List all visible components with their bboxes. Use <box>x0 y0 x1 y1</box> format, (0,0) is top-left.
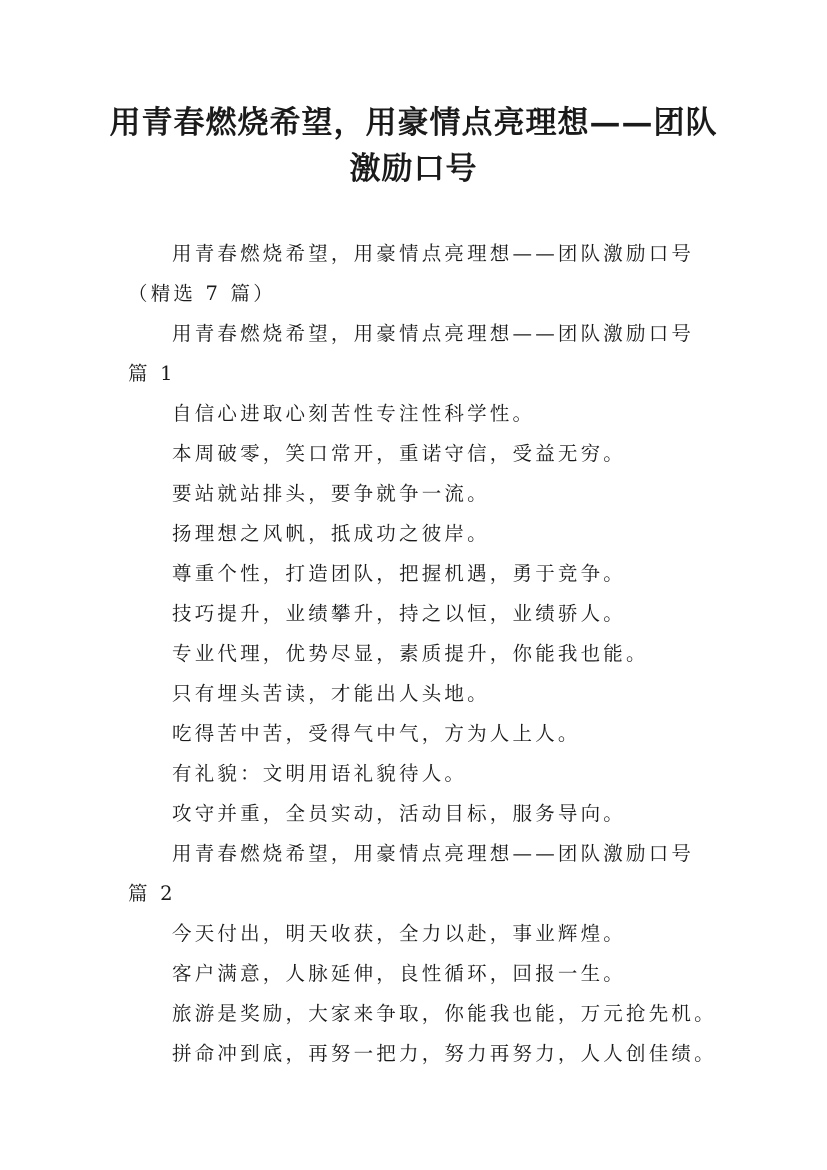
paragraph: 拼命冲到底，再努一把力，努力再努力，人人创佳绩。 <box>172 1042 717 1065</box>
paragraph: 篇 2 <box>128 882 176 905</box>
paragraph: 专业代理，优势尽显，素质提升，你能我也能。 <box>172 642 649 665</box>
paragraph: 用青春燃烧希望，用豪情点亮理想——团队激励口号 <box>172 842 695 865</box>
paragraph: 攻守并重，全员实动，活动目标，服务导向。 <box>172 802 627 825</box>
document-body <box>128 234 718 1074</box>
paragraph: 吃得苦中苦，受得气中气，方为人上人。 <box>172 722 581 745</box>
paragraph: （精选 7 篇） <box>128 282 276 305</box>
paragraph: 客户满意，人脉延伸，良性循环，回报一生。 <box>172 962 627 985</box>
title-line-2: 激励口号 <box>349 151 478 187</box>
paragraph: 用青春燃烧希望，用豪情点亮理想——团队激励口号 <box>172 242 695 265</box>
title-line-1: 用青春燃烧希望，用豪情点亮理想——团队 <box>109 105 718 141</box>
paragraph: 今天付出，明天收获，全力以赴，事业辉煌。 <box>172 922 627 945</box>
paragraph: 有礼貌：文明用语礼貌待人。 <box>172 762 468 785</box>
paragraph: 只有埋头苦读，才能出人头地。 <box>172 682 490 705</box>
paragraph: 技巧提升，业绩攀升，持之以恒，业绩骄人。 <box>172 602 627 625</box>
paragraph: 尊重个性，打造团队，把握机遇，勇于竞争。 <box>172 562 627 585</box>
paragraph: 扬理想之风帆，抵成功之彼岸。 <box>172 522 490 545</box>
paragraph: 自信心进取心刻苦性专注性科学性。 <box>172 402 536 425</box>
paragraph: 本周破零，笑口常开，重诺守信，受益无穷。 <box>172 442 627 465</box>
paragraph: 用青春燃烧希望，用豪情点亮理想——团队激励口号 <box>172 322 695 345</box>
document-title <box>100 100 727 192</box>
paragraph: 篇 1 <box>128 362 176 385</box>
paragraph: 旅游是奖励，大家来争取，你能我也能，万元抢先机。 <box>172 1002 717 1025</box>
paragraph: 要站就站排头，要争就争一流。 <box>172 482 490 505</box>
